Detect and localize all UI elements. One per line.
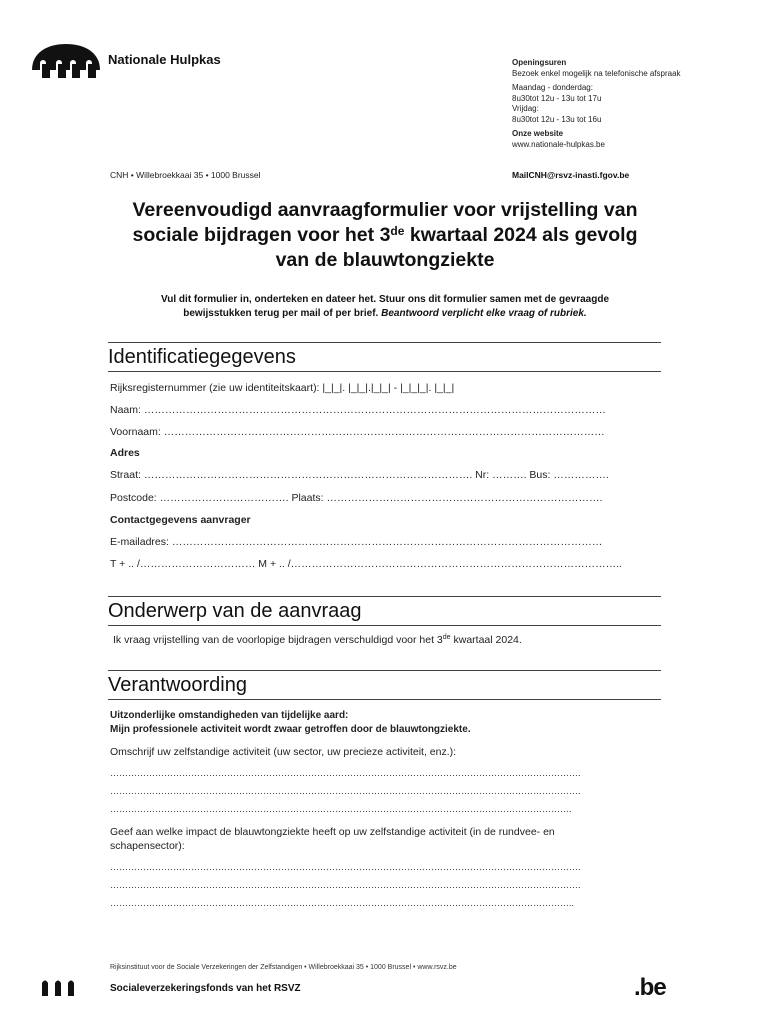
section-divider: [108, 670, 661, 671]
postcode-field[interactable]: Postcode: ………………………………. Plaats: …………………………………………………………………….: [110, 492, 603, 504]
title-text: sociale bijdragen voor het 3: [132, 224, 391, 246]
straat-field[interactable]: Straat: …………………………………………………………………………………. Nr: ………. Bus: …………….: [110, 469, 609, 481]
rsvz-logo: [40, 976, 76, 996]
contact-label: Contactgegevens aanvrager: [110, 514, 251, 526]
instruction-line: Vul dit formulier in, onderteken en dateer het. Stuur ons dit formulier samen met de gevraagde: [160, 294, 610, 305]
naam-field[interactable]: Naam: ……………………………………………………………………………………………………………………: [110, 404, 606, 416]
answer-line[interactable]: ………………………………………………………………………………………………………………………………………….: [110, 880, 581, 890]
openingsuren-title: Openingsuren: [512, 58, 567, 67]
onderwerp-text: [113, 634, 522, 646]
email-field[interactable]: E-mailadres: ……………………………………………………………………………………………………………: [110, 536, 603, 548]
rijksregisternummer-field[interactable]: Rijksregisternummer (zie uw identiteitskaart): |_|_|. |_|_|.|_|_| - |_|_|_|. |_|_|: [110, 382, 455, 394]
title-line: [90, 223, 680, 248]
instructions: [90, 293, 680, 320]
hours-line: Vrijdag:: [512, 104, 539, 113]
title-sup: de: [390, 224, 405, 238]
section-divider: [108, 371, 661, 372]
title-line: Vereenvoudigd aanvraagformulier voor vrijstelling van: [132, 199, 638, 221]
contact-info-block: [512, 58, 692, 150]
question-impact-cont: schapensector):: [110, 840, 185, 852]
openingsuren-note: Bezoek enkel mogelijk na telefonische afspraak: [512, 68, 681, 78]
adres-label: Adres: [110, 447, 140, 459]
hours-line: 8u30tot 12u - 13u tot 16u: [512, 114, 602, 124]
answer-line[interactable]: ………………………………………………………………………………………………………………………………………….: [110, 768, 581, 778]
footer-fund-name: Socialeverzekeringsfonds van het RSVZ: [110, 983, 301, 994]
instruction-emphasis: Beantwoord verplicht elke vraag of rubriek.: [381, 307, 587, 319]
question-impact: Geef aan welke impact de blauwtongziekte heeft op uw zelfstandige activiteit (in de rundvee- en: [110, 826, 555, 838]
hours-line: 8u30tot 12u - 13u tot 17u: [512, 93, 602, 103]
answer-line[interactable]: ………………………………………………………………………………………………………………………………………….: [110, 862, 581, 872]
hours-line: Maandag - donderdag:: [512, 83, 593, 92]
org-name: Nationale Hulpkas: [108, 52, 221, 67]
footer-institute: Rijksinstituut voor de Sociale Verzekeringen der Zelfstandigen • Willebroekkaai 35 • 1000 Brussel • www.rsvz.be: [110, 964, 457, 971]
answer-line[interactable]: ……………………………………………………………………………………………………………………………………….: [110, 804, 572, 814]
belgium-be-logo: .be: [634, 974, 666, 1001]
onderwerp-sup: de: [442, 634, 451, 641]
section-divider: [108, 342, 661, 343]
answer-line[interactable]: ………………………………………………………………………………………………………………………………………….: [110, 786, 581, 796]
address: CNH • Willebroekkaai 35 • 1000 Brussel: [110, 170, 261, 180]
email-link[interactable]: MailCNH@rsvz-inasti.fgov.be: [512, 170, 630, 180]
instruction-line: [90, 307, 680, 321]
section-divider: [108, 625, 661, 626]
telefoon-field[interactable]: T + .. /…………………………… M + .. /…………………………………………………………………………………..: [110, 558, 622, 570]
section-divider: [108, 596, 661, 597]
section-divider: [108, 699, 661, 700]
omstandigheden-label: Uitzonderlijke omstandigheden van tijdelijke aard:: [110, 710, 349, 721]
document-title: [90, 198, 680, 273]
question-activiteit: Omschrijf uw zelfstandige activiteit (uw sector, uw precieze activiteit, enz.):: [110, 746, 457, 758]
section-heading-onderwerp: Onderwerp van de aanvraag: [108, 600, 362, 622]
instruction-text: bewijsstukken terug per mail of per brief.: [183, 307, 382, 319]
section-heading-verantwoording: Verantwoording: [108, 674, 247, 696]
website-link[interactable]: www.nationale-hulpkas.be: [512, 139, 605, 149]
nationale-hulpkas-logo: [30, 42, 102, 78]
title-line: van de blauwtongziekte: [275, 249, 495, 271]
section-heading-identificatie: Identificatiegegevens: [108, 346, 296, 368]
onderwerp-part: kwartaal 2024.: [450, 634, 522, 646]
voornaam-field[interactable]: Voornaam: ………………………………………………………………………………………………………………: [110, 426, 605, 438]
onderwerp-part: Ik vraag vrijstelling van de voorlopige bijdragen verschuldigd voor het 3: [113, 634, 443, 646]
title-text: kwartaal 2024 als gevolg: [404, 224, 638, 246]
answer-line[interactable]: ………………………………………………………………………………………………………………………………………..: [110, 898, 575, 908]
omstandigheden-text: Mijn professionele activiteit wordt zwaar getroffen door de blauwtongziekte.: [110, 724, 471, 735]
website-title: Onze website: [512, 129, 564, 138]
